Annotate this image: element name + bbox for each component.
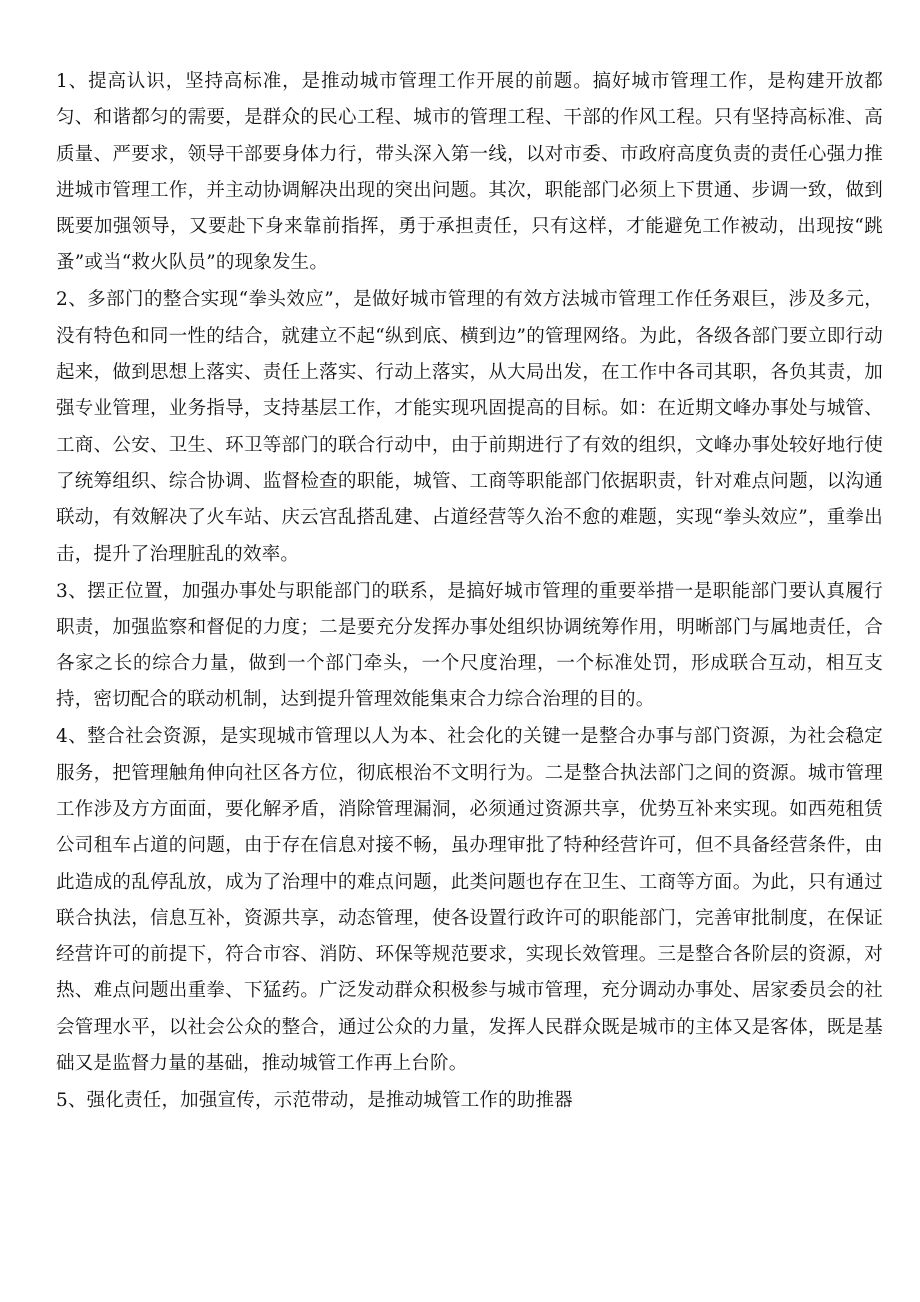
paragraph-2: 2、多部门的整合实现“拳头效应”，是做好城市管理的有效方法城市管理工作任务艰巨，涉及多元，没有特色和同一性的结合，就建立不起“纵到底、横到边”的管理网络。为此，各级各部门要立即行动起来，做到思想上落实、责任上落实、行动上落实，从大局出发，在工作中各司其职，各负其责，加强专业管理，业务指导，支持基层工作，才能实现巩固提高的目标。如：在近期文峰办事处与城管、工商、公安、卫生、环卫等部门的联合行动中，由于前期进行了有效的组织，文峰办事处较好地行使了统筹组织、综合协调、监督检查的职能，城管、工商等职能部门依据职责，针对难点问题，以沟通联动，有效解决了火车站、庆云宫乱搭乱建、占道经营等久治不愈的难题，实现“拳头效应”，重拳出击，提升了治理脏乱的效率。	[56, 289, 883, 565]
paragraph-4: 4、整合社会资源，是实现城市管理以人为本、社会化的关键一是整合办事与部门资源，为社会稳定服务，把管理触角伸向社区各方位，彻底根治不文明行为。二是整合执法部门之间的资源。城市管理工作涉及方方面面，要化解矛盾，消除管理漏洞，必须通过资源共享，优势互补来实现。如西苑租赁公司租车占道的问题，由于存在信息对接不畅，虽办理审批了特种经营许可，但不具备经营条件，由此造成的乱停乱放，成为了治理中的难点问题，此类问题也存在卫生、工商等方面。为此，只有通过联合执法，信息互补，资源共享，动态管理，使各设置行政许可的职能部门，完善审批制度，在保证经营许可的前提下，符合市容、消防、环保等规范要求，实现长效管理。三是整合各阶层的资源，对热、难点问题出重拳、下猛药。广泛发动群众积极参与城市管理，充分调动办事处、居家委员会的社会管理水平，以社会公众的整合，通过公众的力量，发挥人民群众既是城市的主体又是客体，既是基础又是监督力量的基础，推动城管工作再上台阶。	[56, 726, 883, 1075]
paragraph-1: 1、提高认识，坚持高标准，是推动城市管理工作开展的前题。搞好城市管理工作，是构建开放都匀、和谐都匀的需要，是群众的民心工程、城市的管理工程、干部的作风工程。只有坚持高标准、高质量、严要求，领导干部要身体力行，带头深入第一线，以对市委、市政府高度负责的责任心强力推进城市管理工作，并主动协调解决出现的突出问题。其次，职能部门必须上下贯通、步调一致，做到既要加强领导，又要赴下身来靠前指挥，勇于承担责任，只有这样，才能避免工作被动，出现按“跳蚤”或当“救火队员”的现象发生。	[56, 71, 883, 274]
document-body	[56, 64, 883, 1120]
paragraph-5: 5、强化责任，加强宣传，示范带动，是推动城管工作的助推器	[56, 1090, 573, 1112]
paragraph-3: 3、摆正位置，加强办事处与职能部门的联系，是搞好城市管理的重要举措一是职能部门要认真履行职责，加强监察和督促的力度；二是要充分发挥办事处组织协调统筹作用，明晰部门与属地责任，合各家之长的综合力量，做到一个部门牵头，一个尺度治理，一个标准处罚，形成联合互动，相互支持，密切配合的联动机制，达到提升管理效能集束合力综合治理的目的。	[56, 580, 883, 711]
